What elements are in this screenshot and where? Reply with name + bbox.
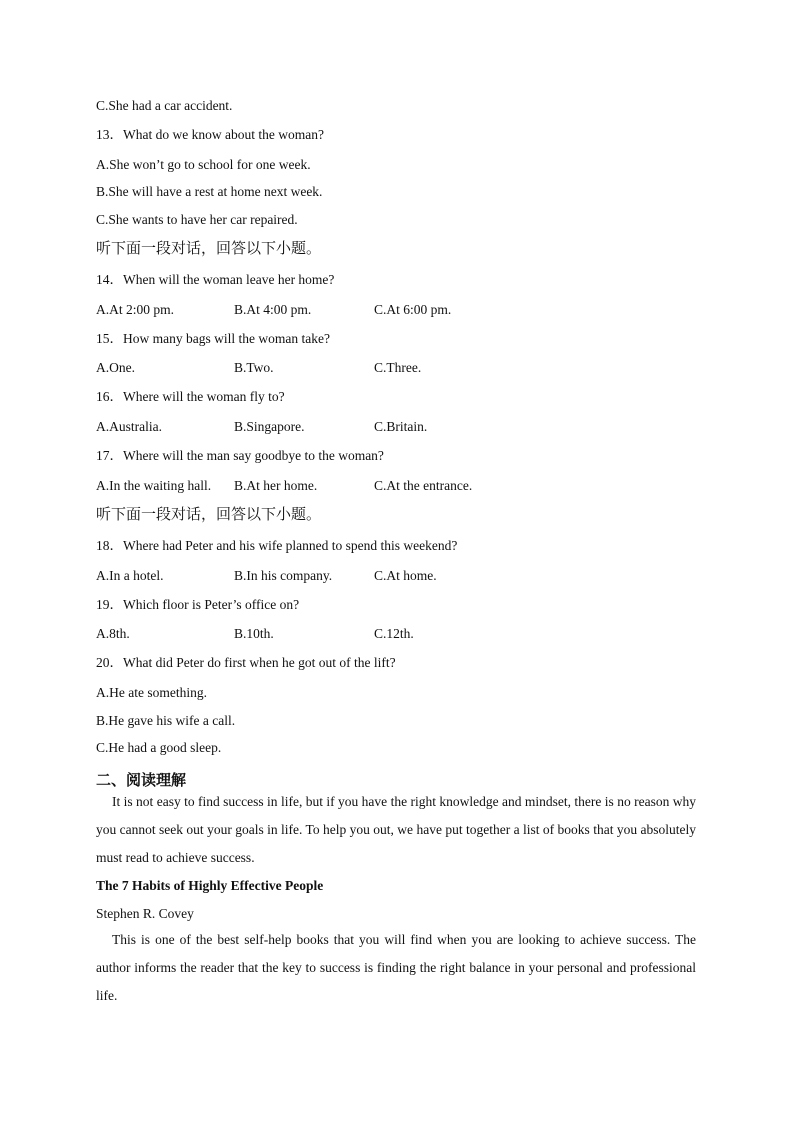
q20-question: 20．What did Peter do first when he got out of the lift? <box>96 655 396 670</box>
q20-option-b: B.He gave his wife a call. <box>96 713 236 728</box>
q20-option-c: C.He had a good sleep. <box>96 740 222 755</box>
q16-option-c: C.Britain. <box>374 419 428 434</box>
q17-option-b: B.At her home. <box>234 478 318 493</box>
q13-question: 13．What do we know about the woman? <box>96 127 324 142</box>
q18-option-a: A.In a hotel. <box>96 568 164 583</box>
q13-option-c: C.She wants to have her car repaired. <box>96 212 298 227</box>
book-description: This is one of the best self-help books that you will find when you are looking to achieve success. The author informs the reader that the key to success is finding the right balance in your personal and professional life. <box>96 932 696 1003</box>
q13-option-a: A.She won’t go to school for one week. <box>96 157 311 172</box>
q13-option-b: B.She will have a rest at home next week. <box>96 184 323 199</box>
q15-question: 15．How many bags will the woman take? <box>96 331 330 346</box>
q18-question: 18．Where had Peter and his wife planned to spend this weekend? <box>96 538 458 553</box>
q19-question: 19．Which floor is Peter’s office on? <box>96 597 300 612</box>
section-title: 二、阅读理解 <box>96 771 187 789</box>
q12-option-c: C.She had a car accident. <box>96 98 233 113</box>
q14-option-b: B.At 4:00 pm. <box>234 302 312 317</box>
q16-option-a: A.Australia. <box>96 419 162 434</box>
q19-option-a: A.8th. <box>96 626 130 641</box>
book-author: Stephen R. Covey <box>96 906 194 921</box>
q14-question: 14．When will the woman leave her home? <box>96 272 335 287</box>
q20-option-a: A.He ate something. <box>96 685 207 700</box>
q18-option-b: B.In his company. <box>234 568 333 583</box>
intro-paragraph: It is not easy to find success in life, but if you have the right knowledge and mindset, there is no reason why you cannot seek out your goals in life. To help you out, we have put together a list of books that you absolutely must read to achieve success. <box>96 794 696 865</box>
q17-question: 17．Where will the man say goodbye to the woman? <box>96 448 384 463</box>
q19-option-b: B.10th. <box>234 626 274 641</box>
q15-option-a: A.One. <box>96 360 135 375</box>
q14-option-c: C.At 6:00 pm. <box>374 302 452 317</box>
listen-instruction: 听下面一段对话，回答以下小题。 <box>96 239 322 257</box>
q19-option-c: C.12th. <box>374 626 414 641</box>
listen-instruction: 听下面一段对话，回答以下小题。 <box>96 505 322 523</box>
q15-option-c: C.Three. <box>374 360 422 375</box>
book-title: The 7 Habits of Highly Effective People <box>96 878 324 893</box>
q14-option-a: A.At 2:00 pm. <box>96 302 175 317</box>
q17-option-c: C.At the entrance. <box>374 478 473 493</box>
q15-option-b: B.Two. <box>234 360 274 375</box>
q18-option-c: C.At home. <box>374 568 437 583</box>
q16-option-b: B.Singapore. <box>234 419 305 434</box>
q17-option-a: A.In the waiting hall. <box>96 478 212 493</box>
q16-question: 16．Where will the woman fly to? <box>96 389 285 404</box>
